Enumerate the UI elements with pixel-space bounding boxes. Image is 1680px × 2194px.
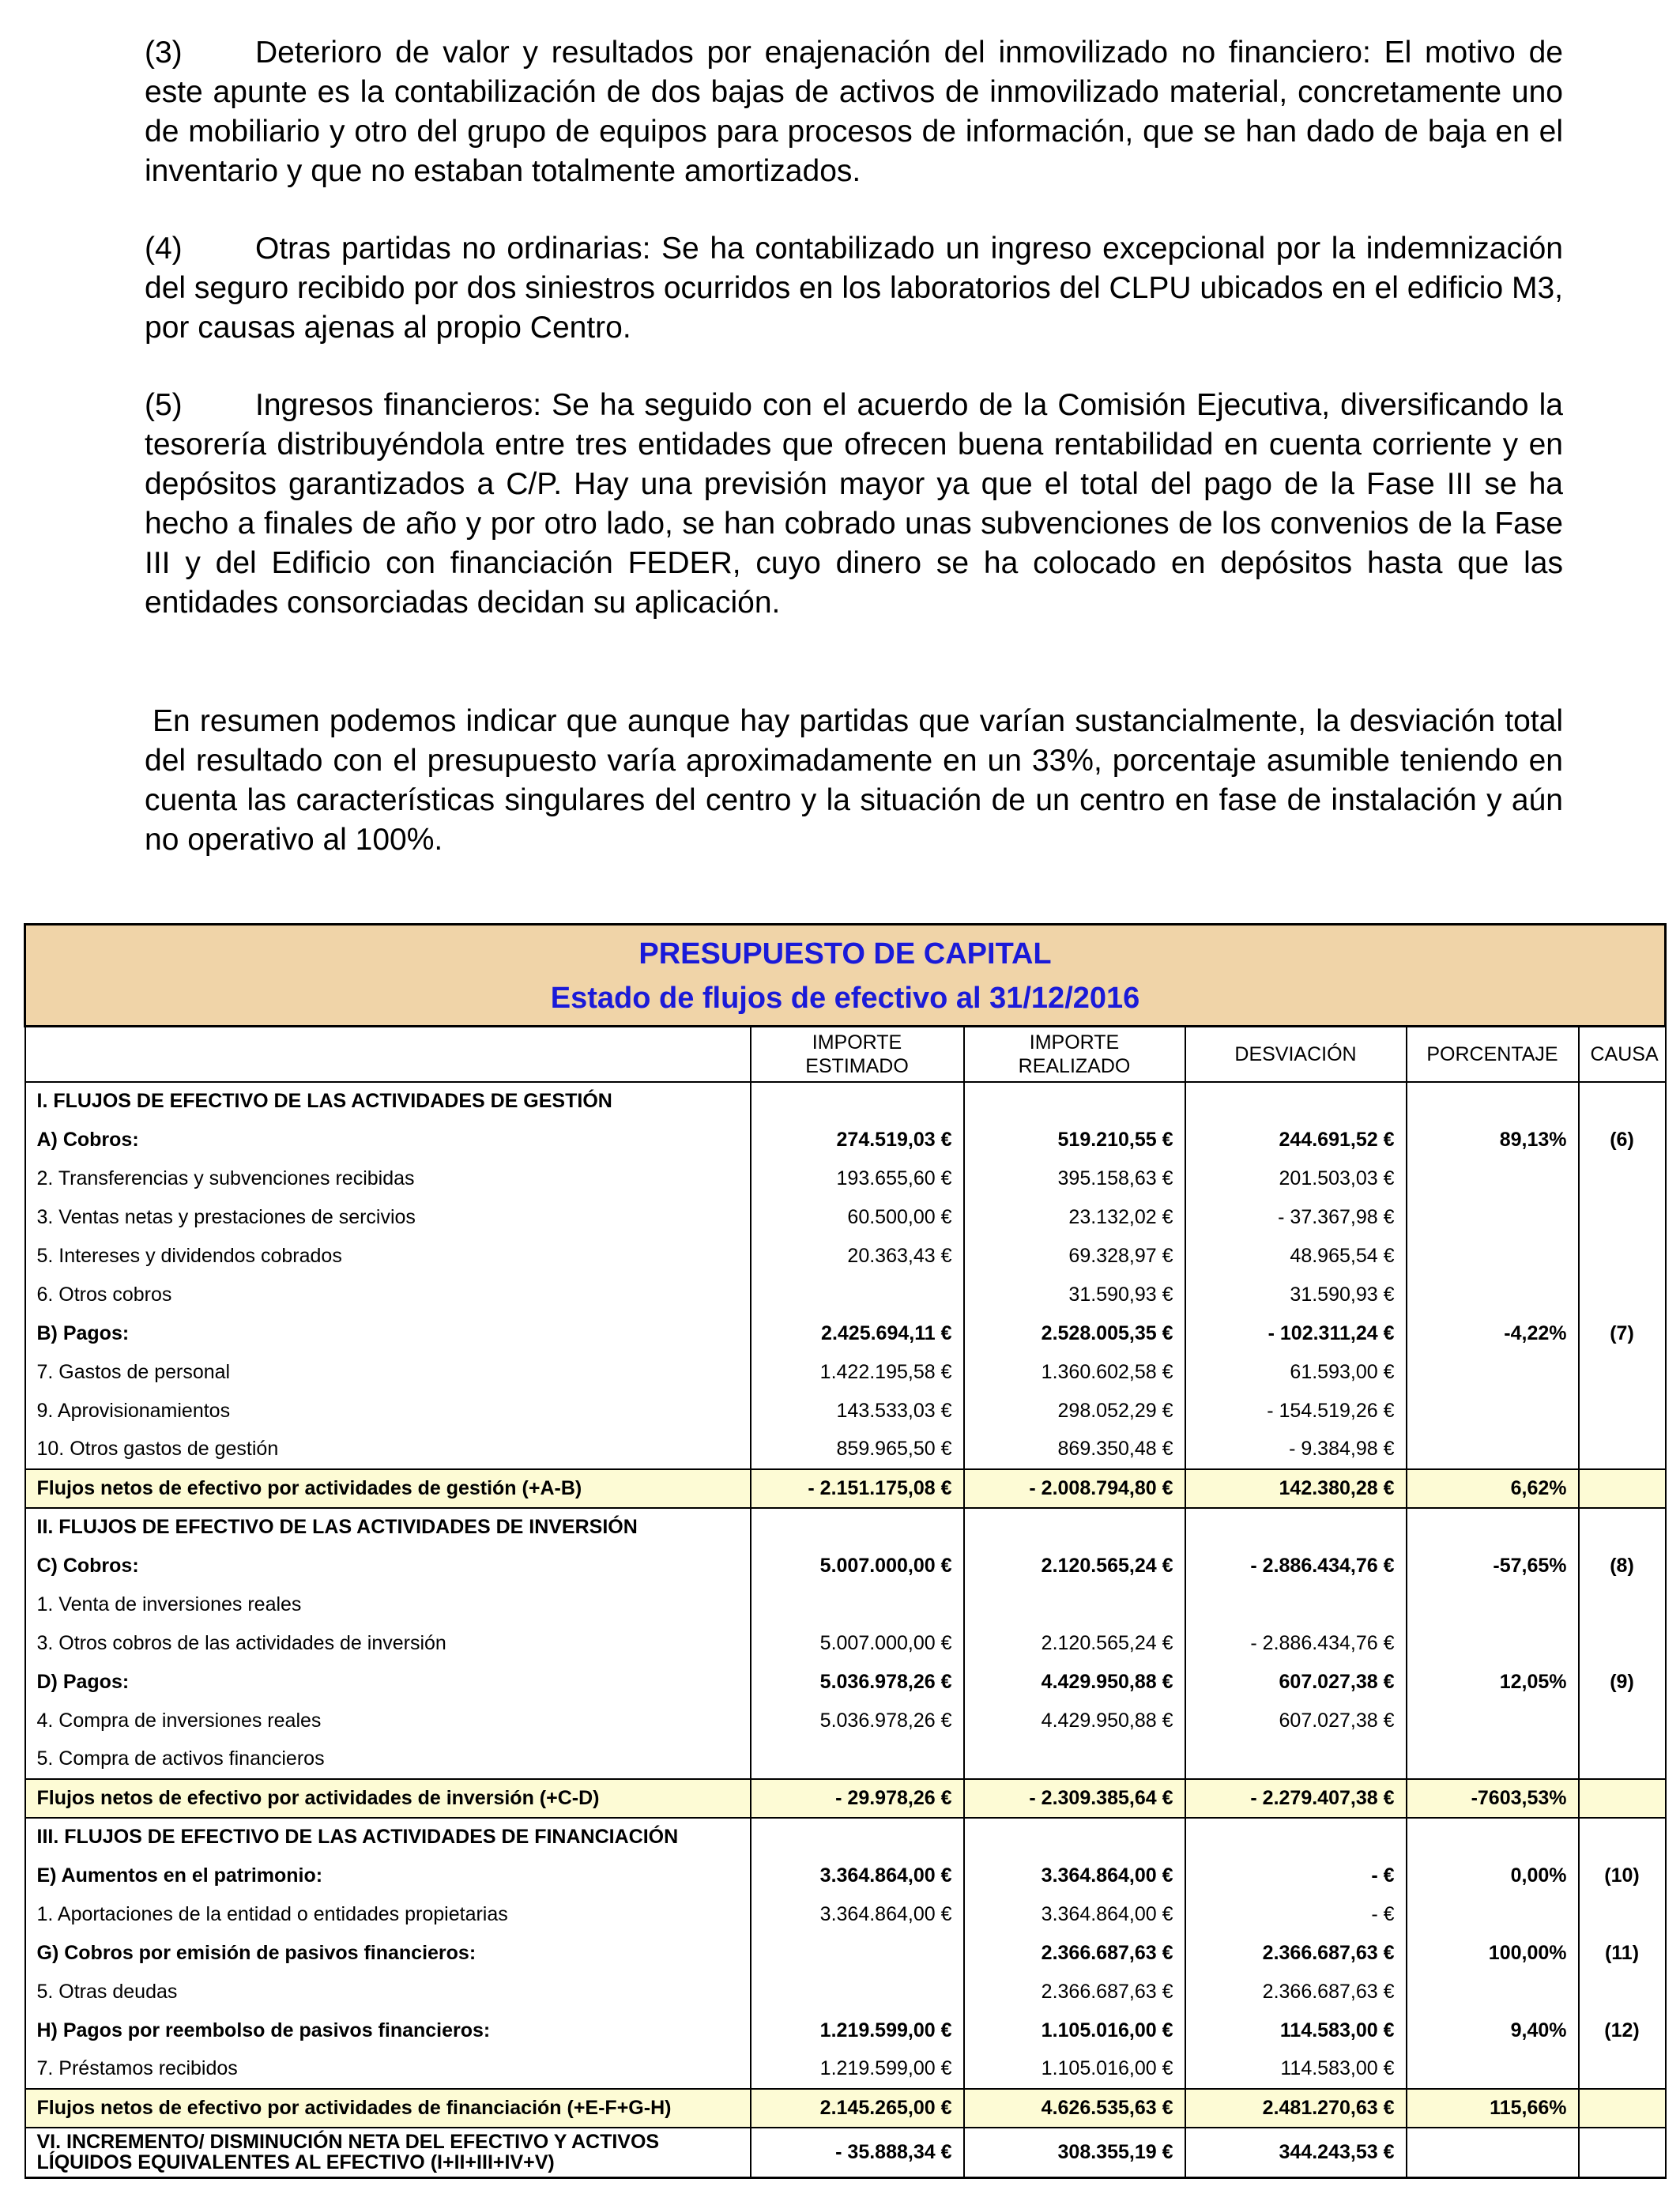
- table-row: [25, 1663, 1666, 1702]
- porcentaje-cell: [1407, 1198, 1579, 1237]
- porcentaje-cell: [1407, 1353, 1579, 1392]
- desviacion-cell: [1185, 1818, 1407, 1857]
- importe-realizado-cell: 69.328,97 €: [964, 1237, 1185, 1276]
- table-row: [25, 1895, 1666, 1934]
- desviacion-cell: 201.503,03 €: [1185, 1159, 1407, 1198]
- importe-estimado-cell: - 35.888,34 €: [751, 2128, 964, 2178]
- causa-cell: (6): [1579, 1121, 1666, 1159]
- causa-cell: (11): [1579, 1934, 1666, 1973]
- header-causa: CAUSA: [1579, 1027, 1666, 1082]
- porcentaje-cell: [1407, 1702, 1579, 1740]
- desviacion-cell: 607.027,38 €: [1185, 1663, 1407, 1702]
- note-4-text: Otras partidas no ordinarias: Se ha contabilizado un ingreso excepcional por la indemnización del seguro recibido por dos siniestros ocurridos en los laboratorios del CLPU ubicados en el edificio M3, por causas ajenas al propio Centro.: [145, 232, 1563, 345]
- porcentaje-cell: [1407, 1585, 1579, 1624]
- porcentaje-cell: [1407, 1624, 1579, 1663]
- desviacion-cell: - 102.311,24 €: [1185, 1314, 1407, 1353]
- importe-realizado-cell: - 2.008.794,80 €: [964, 1469, 1185, 1508]
- row-label: B) Pagos:: [25, 1314, 751, 1353]
- porcentaje-cell: -7603,53%: [1407, 1779, 1579, 1818]
- importe-estimado-cell: [751, 1585, 964, 1624]
- porcentaje-cell: -4,22%: [1407, 1314, 1579, 1353]
- importe-estimado-cell: 5.036.978,26 €: [751, 1663, 964, 1702]
- note-3-number: (3): [145, 36, 183, 70]
- desviacion-cell: 142.380,28 €: [1185, 1469, 1407, 1508]
- table-row: [25, 1237, 1666, 1276]
- desviacion-cell: 31.590,93 €: [1185, 1276, 1407, 1314]
- desviacion-cell: [1185, 1082, 1407, 1121]
- table-row: [25, 1159, 1666, 1198]
- desviacion-cell: 48.965,54 €: [1185, 1237, 1407, 1276]
- note-5-text: Ingresos financieros: Se ha seguido con el acuerdo de la Comisión Ejecutiva, diversificando la tesorería distribuyéndola entre tres entidades que ofrecen buena rentabilidad en cuenta corriente y en depósitos garantizados a C/P. Hay una previsión mayor ya que el total del pago de la Fase III se ha hecho a finales de año y por otro lado, se han cobrado unas subvenciones de los convenios de la Fase III y del Edificio con financiación FEDER, cuyo dinero se ha colocado en depósitos hasta que las entidades consorciadas decidan su aplicación.: [145, 388, 1563, 620]
- porcentaje-cell: [1407, 1818, 1579, 1857]
- causa-cell: [1579, 2089, 1666, 2128]
- importe-estimado-cell: [751, 1818, 964, 1857]
- causa-cell: (12): [1579, 2011, 1666, 2050]
- desviacion-cell: - 37.367,98 €: [1185, 1198, 1407, 1237]
- table-row: [25, 2050, 1666, 2089]
- column-header-row: [25, 1027, 1666, 1082]
- row-label: 6. Otros cobros: [25, 1276, 751, 1314]
- importe-estimado-cell: 193.655,60 €: [751, 1159, 964, 1198]
- importe-estimado-cell: [751, 1082, 964, 1121]
- importe-estimado-cell: 20.363,43 €: [751, 1237, 964, 1276]
- table-row: [25, 2089, 1666, 2128]
- importe-realizado-cell: [964, 1818, 1185, 1857]
- table-row: [25, 1198, 1666, 1237]
- desviacion-cell: - 2.886.434,76 €: [1185, 1547, 1407, 1585]
- importe-realizado-cell: 869.350,48 €: [964, 1431, 1185, 1469]
- importe-realizado-cell: 2.120.565,24 €: [964, 1547, 1185, 1585]
- causa-cell: [1579, 1585, 1666, 1624]
- row-label: 1. Aportaciones de la entidad o entidades propietarias: [25, 1895, 751, 1934]
- table-row: [25, 1585, 1666, 1624]
- porcentaje-cell: [1407, 1276, 1579, 1314]
- row-label: 4. Compra de inversiones reales: [25, 1702, 751, 1740]
- porcentaje-cell: [1407, 1082, 1579, 1121]
- row-label: VI. INCREMENTO/ DISMINUCIÓN NETA DEL EFECTIVO Y ACTIVOS LÍQUIDOS EQUIVALENTES AL EFECTIVO (I+II+III+IV+V): [25, 2128, 751, 2178]
- table-row: [25, 1392, 1666, 1431]
- row-label: 9. Aprovisionamientos: [25, 1392, 751, 1431]
- row-label: Flujos netos de efectivo por actividades de gestión (+A-B): [25, 1469, 751, 1508]
- desviacion-cell: 61.593,00 €: [1185, 1353, 1407, 1392]
- desviacion-cell: 114.583,00 €: [1185, 2050, 1407, 2089]
- importe-realizado-cell: 23.132,02 €: [964, 1198, 1185, 1237]
- porcentaje-cell: [1407, 1508, 1579, 1547]
- row-label: 7. Gastos de personal: [25, 1353, 751, 1392]
- header-blank: [25, 1027, 751, 1082]
- importe-realizado-cell: 4.429.950,88 €: [964, 1663, 1185, 1702]
- note-4-paragraph: [145, 229, 1563, 348]
- table-row: [25, 2128, 1666, 2178]
- importe-realizado-cell: [964, 1585, 1185, 1624]
- importe-realizado-cell: 1.105.016,00 €: [964, 2050, 1185, 2089]
- porcentaje-cell: [1407, 2050, 1579, 2089]
- porcentaje-cell: [1407, 1973, 1579, 2011]
- desviacion-cell: 2.366.687,63 €: [1185, 1973, 1407, 2011]
- importe-realizado-cell: 3.364.864,00 €: [964, 1857, 1185, 1895]
- causa-cell: [1579, 1353, 1666, 1392]
- importe-estimado-cell: 1.219.599,00 €: [751, 2050, 964, 2089]
- row-label: 7. Préstamos recibidos: [25, 2050, 751, 2089]
- causa-cell: [1579, 1818, 1666, 1857]
- desviacion-cell: - 2.279.407,38 €: [1185, 1779, 1407, 1818]
- importe-estimado-cell: 274.519,03 €: [751, 1121, 964, 1159]
- table-row: [25, 1547, 1666, 1585]
- causa-cell: [1579, 1392, 1666, 1431]
- importe-estimado-cell: - 2.151.175,08 €: [751, 1469, 964, 1508]
- row-label: Flujos netos de efectivo por actividades de inversión (+C-D): [25, 1779, 751, 1818]
- importe-realizado-cell: 1.105.016,00 €: [964, 2011, 1185, 2050]
- causa-cell: [1579, 1508, 1666, 1547]
- desviacion-cell: [1185, 1508, 1407, 1547]
- row-label: Flujos netos de efectivo por actividades de financiación (+E-F+G-H): [25, 2089, 751, 2128]
- porcentaje-cell: 100,00%: [1407, 1934, 1579, 1973]
- porcentaje-cell: [1407, 2128, 1579, 2178]
- header-importe-realizado: IMPORTE REALIZADO: [964, 1027, 1185, 1082]
- importe-realizado-cell: 298.052,29 €: [964, 1392, 1185, 1431]
- note-3-text: Deterioro de valor y resultados por enajenación del inmovilizado no financiero: El motivo de este apunte es la contabilización de dos bajas de activos de inmovilizado material, concretamente uno de mobiliario y otro del grupo de equipos para procesos de información, que se han dado de baja en el inventario y que no estaban totalmente amortizados.: [145, 36, 1563, 188]
- porcentaje-cell: [1407, 1237, 1579, 1276]
- porcentaje-cell: 6,62%: [1407, 1469, 1579, 1508]
- table-row: [25, 2011, 1666, 2050]
- desviacion-cell: 244.691,52 €: [1185, 1121, 1407, 1159]
- note-5-paragraph: [145, 386, 1563, 623]
- causa-cell: [1579, 1973, 1666, 2011]
- table-row: [25, 1779, 1666, 1818]
- causa-cell: (10): [1579, 1857, 1666, 1895]
- causa-cell: [1579, 1159, 1666, 1198]
- row-label: I. FLUJOS DE EFECTIVO DE LAS ACTIVIDADES DE GESTIÓN: [25, 1082, 751, 1121]
- importe-estimado-cell: 2.145.265,00 €: [751, 2089, 964, 2128]
- causa-cell: [1579, 1469, 1666, 1508]
- importe-estimado-cell: [751, 1276, 964, 1314]
- importe-realizado-cell: 4.626.535,63 €: [964, 2089, 1185, 2128]
- importe-estimado-cell: 5.036.978,26 €: [751, 1702, 964, 1740]
- desviacion-cell: [1185, 1585, 1407, 1624]
- importe-estimado-cell: 2.425.694,11 €: [751, 1314, 964, 1353]
- importe-realizado-cell: 3.364.864,00 €: [964, 1895, 1185, 1934]
- importe-realizado-cell: 1.360.602,58 €: [964, 1353, 1185, 1392]
- row-label: 2. Transferencias y subvenciones recibidas: [25, 1159, 751, 1198]
- causa-cell: [1579, 1702, 1666, 1740]
- table-row: [25, 1082, 1666, 1121]
- importe-realizado-cell: [964, 1082, 1185, 1121]
- porcentaje-cell: 115,66%: [1407, 2089, 1579, 2128]
- porcentaje-cell: [1407, 1159, 1579, 1198]
- porcentaje-cell: [1407, 1740, 1579, 1779]
- table-row: [25, 1934, 1666, 1973]
- porcentaje-cell: 89,13%: [1407, 1121, 1579, 1159]
- table-subtitle: Estado de flujos de efectivo al 31/12/2016: [550, 982, 1140, 1015]
- importe-estimado-cell: 859.965,50 €: [751, 1431, 964, 1469]
- row-label: 5. Intereses y dividendos cobrados: [25, 1237, 751, 1276]
- importe-realizado-cell: 2.120.565,24 €: [964, 1624, 1185, 1663]
- porcentaje-cell: 0,00%: [1407, 1857, 1579, 1895]
- cash-flow-table: [24, 923, 1667, 2179]
- desviacion-cell: - €: [1185, 1895, 1407, 1934]
- table-title-cell: [25, 925, 1666, 1027]
- table-row: [25, 1431, 1666, 1469]
- row-label: A) Cobros:: [25, 1121, 751, 1159]
- row-label: 1. Venta de inversiones reales: [25, 1585, 751, 1624]
- summary-paragraph: En resumen podemos indicar que aunque hay partidas que varían sustancialmente, la desviación total del resultado con el presupuesto varía aproximadamente en un 33%, porcentaje asumible teniendo en cuenta las características singulares del centro y la situación de un centro en fase de instalación y aún no operativo al 100%.: [145, 704, 1563, 857]
- header-porcentaje: PORCENTAJE: [1407, 1027, 1579, 1082]
- causa-cell: [1579, 1237, 1666, 1276]
- desviacion-cell: 344.243,53 €: [1185, 2128, 1407, 2178]
- header-desviacion: DESVIACIÓN: [1185, 1027, 1407, 1082]
- causa-cell: [1579, 2050, 1666, 2089]
- causa-cell: [1579, 1198, 1666, 1237]
- table-row: [25, 1740, 1666, 1779]
- row-label: 5. Compra de activos financieros: [25, 1740, 751, 1779]
- importe-realizado-cell: [964, 1740, 1185, 1779]
- porcentaje-cell: [1407, 1895, 1579, 1934]
- importe-realizado-cell: 2.366.687,63 €: [964, 1934, 1185, 1973]
- importe-realizado-cell: 2.528.005,35 €: [964, 1314, 1185, 1353]
- desviacion-cell: 2.366.687,63 €: [1185, 1934, 1407, 1973]
- causa-cell: [1579, 1740, 1666, 1779]
- importe-realizado-cell: 519.210,55 €: [964, 1121, 1185, 1159]
- porcentaje-cell: 12,05%: [1407, 1663, 1579, 1702]
- causa-cell: [1579, 1276, 1666, 1314]
- causa-cell: [1579, 2128, 1666, 2178]
- table-row: [25, 1353, 1666, 1392]
- note-4-number: (4): [145, 232, 183, 266]
- importe-estimado-cell: - 29.978,26 €: [751, 1779, 964, 1818]
- importe-estimado-cell: 5.007.000,00 €: [751, 1547, 964, 1585]
- porcentaje-cell: 9,40%: [1407, 2011, 1579, 2050]
- row-label: C) Cobros:: [25, 1547, 751, 1585]
- table-row: [25, 1508, 1666, 1547]
- table-row: [25, 1624, 1666, 1663]
- causa-cell: [1579, 1082, 1666, 1121]
- table-title: PRESUPUESTO DE CAPITAL: [638, 937, 1052, 971]
- causa-cell: [1579, 1624, 1666, 1663]
- desviacion-cell: - 154.519,26 €: [1185, 1392, 1407, 1431]
- row-label: E) Aumentos en el patrimonio:: [25, 1857, 751, 1895]
- table-row: [25, 1857, 1666, 1895]
- importe-estimado-cell: [751, 1508, 964, 1547]
- importe-estimado-cell: 3.364.864,00 €: [751, 1895, 964, 1934]
- importe-realizado-cell: 2.366.687,63 €: [964, 1973, 1185, 2011]
- row-label: 10. Otros gastos de gestión: [25, 1431, 751, 1469]
- importe-realizado-cell: 31.590,93 €: [964, 1276, 1185, 1314]
- importe-estimado-cell: 143.533,03 €: [751, 1392, 964, 1431]
- causa-cell: (8): [1579, 1547, 1666, 1585]
- importe-realizado-cell: 4.429.950,88 €: [964, 1702, 1185, 1740]
- row-label: 5. Otras deudas: [25, 1973, 751, 2011]
- row-label: H) Pagos por reembolso de pasivos financieros:: [25, 2011, 751, 2050]
- importe-estimado-cell: 1.219.599,00 €: [751, 2011, 964, 2050]
- causa-cell: [1579, 1779, 1666, 1818]
- row-label: 3. Otros cobros de las actividades de inversión: [25, 1624, 751, 1663]
- causa-cell: [1579, 1895, 1666, 1934]
- row-label: 3. Ventas netas y prestaciones de sercivios: [25, 1198, 751, 1237]
- importe-estimado-cell: [751, 1973, 964, 2011]
- table-row: [25, 1469, 1666, 1508]
- desviacion-cell: - €: [1185, 1857, 1407, 1895]
- importe-estimado-cell: 3.364.864,00 €: [751, 1857, 964, 1895]
- causa-cell: (9): [1579, 1663, 1666, 1702]
- table-row: [25, 1276, 1666, 1314]
- row-label: D) Pagos:: [25, 1663, 751, 1702]
- table-row: [25, 1121, 1666, 1159]
- importe-estimado-cell: [751, 1934, 964, 1973]
- table-row: [25, 1818, 1666, 1857]
- row-label: G) Cobros por emisión de pasivos financieros:: [25, 1934, 751, 1973]
- desviacion-cell: 607.027,38 €: [1185, 1702, 1407, 1740]
- desviacion-cell: 114.583,00 €: [1185, 2011, 1407, 2050]
- importe-estimado-cell: 1.422.195,58 €: [751, 1353, 964, 1392]
- causa-cell: (7): [1579, 1314, 1666, 1353]
- importe-estimado-cell: 60.500,00 €: [751, 1198, 964, 1237]
- porcentaje-cell: [1407, 1431, 1579, 1469]
- row-label: II. FLUJOS DE EFECTIVO DE LAS ACTIVIDADES DE INVERSIÓN: [25, 1508, 751, 1547]
- importe-estimado-cell: 5.007.000,00 €: [751, 1624, 964, 1663]
- importe-realizado-cell: [964, 1508, 1185, 1547]
- importe-realizado-cell: - 2.309.385,64 €: [964, 1779, 1185, 1818]
- porcentaje-cell: [1407, 1392, 1579, 1431]
- desviacion-cell: - 9.384,98 €: [1185, 1431, 1407, 1469]
- row-label: III. FLUJOS DE EFECTIVO DE LAS ACTIVIDADES DE FINANCIACIÓN: [25, 1818, 751, 1857]
- importe-realizado-cell: 308.355,19 €: [964, 2128, 1185, 2178]
- desviacion-cell: 2.481.270,63 €: [1185, 2089, 1407, 2128]
- porcentaje-cell: -57,65%: [1407, 1547, 1579, 1585]
- importe-realizado-cell: 395.158,63 €: [964, 1159, 1185, 1198]
- table-row: [25, 1973, 1666, 2011]
- importe-estimado-cell: [751, 1740, 964, 1779]
- table-row: [25, 1702, 1666, 1740]
- table-title-row: [25, 925, 1666, 1027]
- note-5-number: (5): [145, 388, 183, 422]
- note-3-paragraph: [145, 33, 1563, 191]
- header-importe-estimado: IMPORTE ESTIMADO: [751, 1027, 964, 1082]
- table-row: [25, 1314, 1666, 1353]
- desviacion-cell: [1185, 1740, 1407, 1779]
- desviacion-cell: - 2.886.434,76 €: [1185, 1624, 1407, 1663]
- causa-cell: [1579, 1431, 1666, 1469]
